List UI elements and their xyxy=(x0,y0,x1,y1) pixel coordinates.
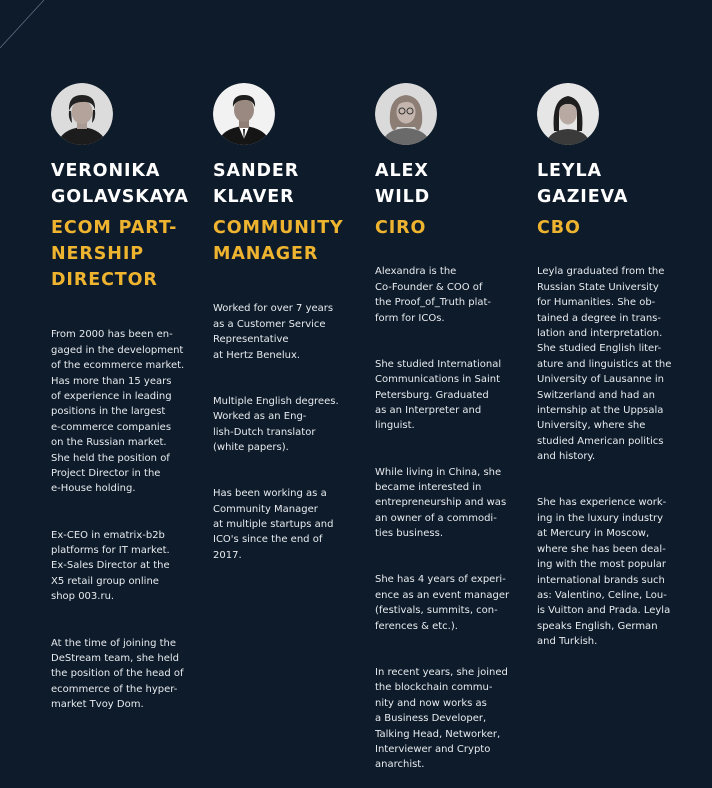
bio-paragraph: Alexandra is the Co-Founder & COO of the Proof_of_Truth plat- form for ICOs. xyxy=(375,266,492,324)
bio-paragraph: In recent years, she joined the blockchain commu- nity and now works as a Business Developer, Talking Head, Networker, Interviewer and Crypto anarchist. xyxy=(375,666,508,771)
decorative-corner-line xyxy=(0,0,60,60)
bio-paragraph: From 2000 has been en- gaged in the development of the ecommerce market. Has more than 15 years of experience in leading positions in the largest e-commerce companies on the Russian market. She held the position of Project Director in the e-House holding. xyxy=(51,329,185,495)
member-name: ALEX WILD xyxy=(375,161,431,207)
bio-paragraph: She studied International Communications in Saint Petersburg. Graduated as an Interpreter and linguist. xyxy=(375,358,502,432)
team-member-leyla xyxy=(537,83,687,665)
member-role: COMMUNITY MANAGER xyxy=(213,218,344,264)
avatar xyxy=(537,83,599,145)
bio-paragraph: She has experience work- ing in the luxury industry at Mercury in Moscow, where she has been deal- ing with the most popular international brands such as: Valentino, Celine, Lou- is Vuitton and Prada. Leyla speaks English, German and Turkish. xyxy=(537,497,671,648)
avatar xyxy=(51,83,113,145)
bio-paragraph: Leyla graduated from the Russian State University for Humanities. She ob- tained a degree in trans- lation and interpretation. She studied English liter- ature and linguistics at the University of Lausanne in Switzerland and had an internship at the Uppsala University, where she studied American politics and history. xyxy=(537,266,672,463)
member-role: CBO xyxy=(537,218,581,238)
avatar xyxy=(213,83,275,145)
member-role: ECOM PART- NERSHIP DIRECTOR xyxy=(51,218,178,290)
bio-paragraph: Ex-CEO in ematrix-b2b platforms for IT market. Ex-Sales Director at the X5 retail group online shop 003.ru. xyxy=(51,529,170,603)
member-bio xyxy=(537,249,687,665)
bio-paragraph: Multiple English degrees. Worked as an Eng- lish-Dutch translator (white papers). xyxy=(213,395,339,454)
bio-paragraph: Worked for over 7 years as a Customer Service Representative at Hertz Benelux. xyxy=(213,303,334,361)
avatar xyxy=(375,83,437,145)
team-member-sander xyxy=(213,83,363,579)
member-name: VERONIKA GOLAVSKAYA xyxy=(51,161,189,207)
bio-paragraph: At the time of joining the DeStream team, she held the position of the head of ecommerce of the hyper- market Tvoy Dom. xyxy=(51,637,184,711)
bio-paragraph: She has 4 years of experi- ence as an event manager (festivals, summits, con- ferences & etc.). xyxy=(375,574,510,632)
team-member-alex xyxy=(375,83,525,788)
member-role: CIRO xyxy=(375,218,427,238)
member-bio xyxy=(51,312,201,728)
team-member-veronika xyxy=(51,83,201,728)
member-bio xyxy=(375,249,525,788)
member-name: LEYLA GAZIEVA xyxy=(537,161,629,207)
member-name: SANDER KLAVER xyxy=(213,161,300,207)
member-bio xyxy=(213,286,363,579)
bio-paragraph: Has been working as a Community Manager at multiple startups and ICO's since the end of 2017. xyxy=(213,488,334,561)
bio-paragraph: While living in China, she became interested in entrepreneurship and was an owner of a commodi- ties business. xyxy=(375,466,507,540)
